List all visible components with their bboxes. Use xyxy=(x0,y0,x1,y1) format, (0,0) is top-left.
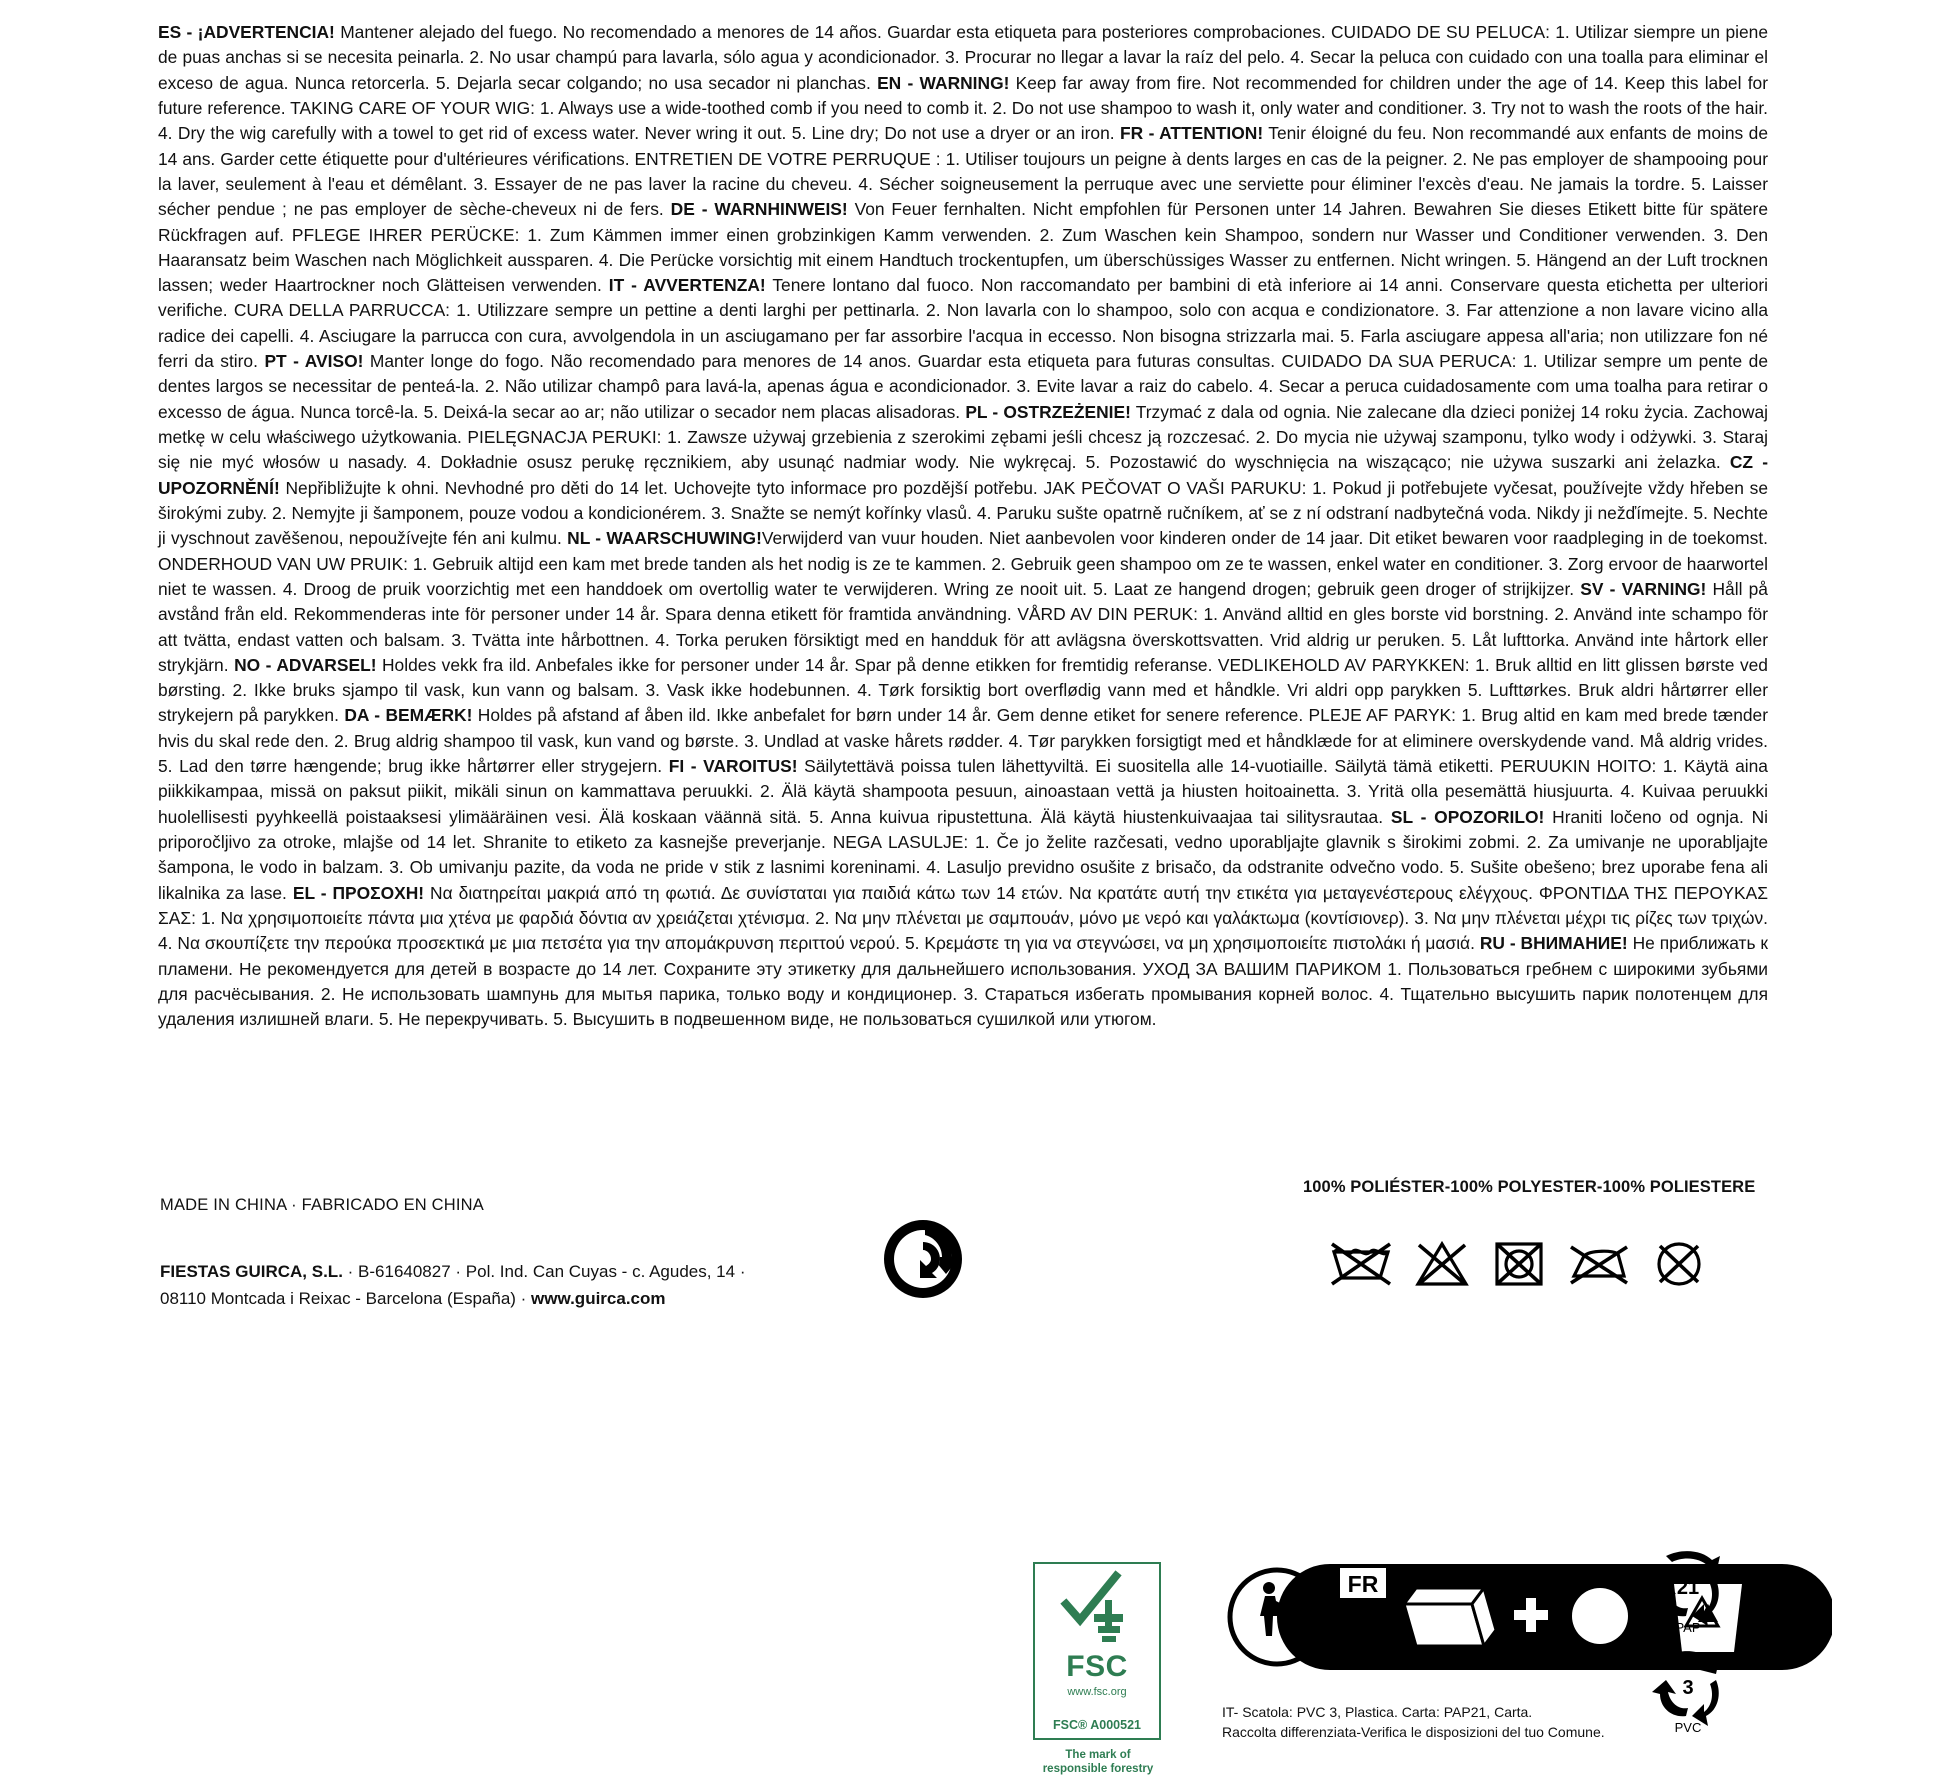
company-website: www.guirca.com xyxy=(531,1288,666,1308)
composition-text: 100% POLIÉSTER-100% POLYESTER-100% POLIESTERE xyxy=(1303,1178,1756,1196)
packaging-disposal-caption: IT- Scatola: PVC 3, Plastica. Carta: PAP21, Carta. Raccolta differenziata-Verifica le disposizioni del tuo Comune. xyxy=(1222,1704,1605,1741)
fsc-tree-checkmark-icon xyxy=(1058,1570,1136,1644)
do-not-iron-icon xyxy=(1568,1238,1630,1288)
company-name: FIESTAS GUIRCA, S.L. xyxy=(160,1262,343,1281)
resin-code-pvc3 xyxy=(1652,1651,1720,1735)
svg-text:FR: FR xyxy=(1347,1571,1379,1597)
made-in-text: MADE IN CHINA · FABRICADO EN CHINA xyxy=(160,1196,485,1214)
do-not-dry-clean-icon xyxy=(1652,1238,1706,1288)
resin-identification-codes xyxy=(1652,1546,1742,1736)
company-registration: · B-61640827 · Pol. Ind. Can Cuyas - c. Agudes, 14 · xyxy=(342,1262,746,1281)
care-symbols-row xyxy=(1330,1232,1750,1294)
svg-text:PAP: PAP xyxy=(1675,1620,1701,1635)
fsc-caption: The mark of responsible forestry xyxy=(1042,1749,1154,1776)
recycling-arrow-icon xyxy=(880,1216,966,1302)
care-instructions-text: ES - ¡ADVERTENCIA! Mantener alejado del fuego. No recomendado a menores de 14 años. Guardar esta etiqueta para posteriores comprobaciones. CUIDADO DE SU PELUCA: 1. Utilizar siempre un piene de puas anchas si se necesita peinarla. 2. No usar champú para lavarla, sólo agua y acondicionador. 3. Procurar no llegar a lavar la raíz del pelo. 4. Secar la peluca con cuidado con una toalla para eliminar el exceso de agua. Nunca retorcerla. 5. Dejarla secar colgando; no usa secador ni planchas. EN - WARNING! Keep far away from fire. Not recommended for children under the age of 14. Keep this label for future reference. TAKING CARE OF YOUR WIG: 1. Always use a wide-toothed comb if you need to comb it. 2. Do not use shampoo to wash it, only water and conditioner. 3. Try not to wash the roots of the hair. 4. Dry the wig carefully with a towel to get rid of excess water. Never wring it out. 5. Line dry; Do not use a dryer or an iron. FR - ATTENTION! Tenir éloigné du feu. Non recommandé aux enfants de moins de 14 ans. Garder cette étiquette pour d'ultérieures vérifications. ENTRETIEN DE VOTRE PERRUQUE : 1. Utiliser toujours un peigne à dents larges en cas de la peigner. 2. Ne pas employer de shampooing pour la laver, seulement à l'eau et démêlant. 3. Essayer de ne pas laver la racine du cheveu. 4. Sécher soigneusement la perruque avec une serviette pour éliminer l'excès d'eau. Ne jamais la tordre. 5. Laisser sécher pendue ; ne pas employer de sèche-cheveux ni de fers. DE - WARNHINWEIS! Von Feuer fernhalten. Nicht empfohlen für Personen unter 14 Jahren. Bewahren Sie dieses Etikett bitte für spätere Rückfragen auf. PFLEGE IHRER PERÜCKE: 1. Zum Kämmen immer einen grobzinkigen Kamm verwenden. 2. Zum Waschen kein Shampoo, sondern nur Wasser und Conditioner verwenden. 3. Den Haaransatz beim Waschen nach Möglichkeit aussparen. 4. Die Perücke vorsichtig mit einem Handtuch trockentupfen, um überschüssiges Wasser zu entfernen. Nicht wringen. 5. Hängend an der Luft trocknen lassen; weder Haartrockner noch Glätteisen verwenden. IT - AVVERTENZA! Tenere lontano dal fuoco. Non raccomandato per bambini di età inferiore ai 14 anni. Conservare questa etichetta per ulteriori verifiche. CURA DELLA PARRUCCA: 1. Utilizzare sempre un pettine a denti larghi per pettinarla. 2. Non lavarla con lo shampoo, solo con acqua e condizionatore. 3. Far attenzione a non lavare vicino alla radice dei capelli. 4. Asciugare la parrucca con cura, avvolgendola in un asciugamano per far assorbire l'acqua in eccesso. Non bisogna strizzarla mai. 5. Farla asciugare appesa all'aria; non utilizzare fon né ferri da stiro. PT - AVISO! Manter longe do fogo. Não recomendado para menores de 14 anos. Guardar esta etiqueta para futuras consultas. CUIDADO DA SUA PERUCA: 1. Utilizar sempre um pente de dentes largos se necessitar de penteá-la. 2. Não utilizar champô para lavá-la, apenas água e acondicionador. 3. Evite lavar a raiz do cabelo. 4. Secar a peruca cuidadosamente com uma toalha para retirar o excesso de água. Nunca torcê-la. 5. Deixá-la secar ao ar; não utilizar o secador nem placas alisadoras. PL - OSTRZEŻENIE! Trzymać z dala od ognia. Nie zalecane dla dzieci poniżej 14 roku życia. Zachowaj metkę w celu właściwego użytkowania. PIELĘGNACJA PERUKI: 1. Zawsze używaj grzebienia z szerokimi zębami jeśli chcesz ją rozczesać. 2. Do mycia nie używaj szamponu, tylko wody i odżywki. 3. Staraj się nie myć włosów u nasady. 4. Dokładnie osusz perukę ręcznikiem, aby usunąć nadmiar wody. Nie wykręcaj. 5. Pozostawić do wyschnięcia na wiszącąco; nie używa suszarki ani żelazka. CZ - UPOZORNĚNÍ! Nepřibližujte k ohni. Nevhodné pro děti do 14 let. Uchovejte tyto informace pro pozdější potřebu. JAK PEČOVAT O VAŠI PARUKU: 1. Pokud ji potřebujete vyčesat, používejte vždy hřeben se širokými zuby. 2. Nemyjte ji šamponem, pouze vodou a kondicionérem. 3. Snažte se nemýt kořínky vlasů. 4. Paruku sušte opatrně ručníkem, ať se z ní odstraní nadbytečná voda. Nikdy ji nežďímejte. 5. Nechte ji vyschnout zavěšenou, nepoužívejte fén ani kulmu. NL - WAARSCHUWING!Verwijderd van vuur houden. Niet aanbevolen voor kinderen onder de 14 jaar. Dit etiket bewaren voor raadpleging in de toekomst. ONDERHOUD VAN UW PRUIK: 1. Gebruik altijd een kam met brede tanden als het nodig is ze te kammen. 2. Gebruik geen shampoo om ze te wassen, enkel water en conditioner. 3. Zorg ervoor de haarwortel niet te wassen. 4. Droog de pruik voorzichtig met een handdoek om overtollig water te verwijderen. Wring ze nooit uit. 5. Laat ze hangend drogen; gebruik geen droger of strijkijzer. SV - VARNING! Håll på avstånd från eld. Rekommenderas inte för personer under 14 år. Spara denna etikett för framtida användning. VÅRD AV DIN PERUK: 1. Använd alltid en gles borste vid borstning. 2. Använd inte schampo för att tvätta, endast vatten och balsam. 3. Tvätta inte hårbottnen. 4. Torka peruken försiktigt med en handduk för att avlägsna överskottsvatten. Vrid aldrig ur peruken. 5. Låt lufttorka. Använd inte hårtork eller strykjärn. NO - ADVARSEL! Holdes vekk fra ild. Anbefales ikke for personer under 14 år. Spar på denne etikken for fremtidig referanse. VEDLIKEHOLD AV PARYKKEN: 1. Bruk alltid en litt glissen børste ved børsting. 2. Ikke bruks sjampo til vask, kun vann og balsam. 3. Vask ikke hodebunnen. 4. Tørk forsiktig bort overflødig vann med et håndkle. Vri aldri opp parykken 5. Lufttørkes. Bruk aldri hårtørrer eller strykejern på parykken. DA - BEMÆRK! Holdes på afstand af åben ild. Ikke anbefalet for børn under 14 år. Gem denne etiket for senere reference. PLEJE AF PARYK: 1. Brug altid en kam med brede tænder hvis du skal rede den. 2. Brug aldrig shampoo til vask, kun vand og børste. 3. Undlad at vaske hårets rødder. 4. Tør parykken forsigtigt med et håndklæde for at eliminere overskydende vand. Må aldrig vrides. 5. Lad den tørre hængende; brug ikke hårtørrer eller strygejern. FI - VAROITUS! Säilytettävä poissa tulen lähettyviltä. Ei suositella alle 14-vuotiaille. Säilytä tämä etiketti. PERUUKIN HOITO: 1. Käytä aina piikkikampaa, missä on paksut piikit, mikäli sinun on kammattava peruukki. 2. Älä käytä shampoota pesuun, ainoastaan vettä ja hiusten hoitoainetta. 3. Yritä olla pesemättä hiusjuurta. 4. Kuivaa peruukki huolellisesti pyyhkeellä poistaaksesi ylimääräinen vesi. Älä koskaan väännä sitä. 5. Anna kuivua ripustettuna. Älä käytä hiustenkuivaajaa tai silitysrautaa. SL - OPOZORILO! Hraniti ločeno od ognja. Ni priporočljivo za otroke, mlajše od 14 let. Shranite to etiketo za kasnejše preverjanje. NEGA LASULJE: 1. Če jo želite razčesati, vedno uporabljajte glavnik s širokimi zobmi. 2. Za umivanje ne uporabljajte šampona, le vodo in balzam. 3. Ob umivanju pazite, da voda ne pride v stik z lasnimi koreninami. 4. Lasuljo previdno osušite z brisačo, da odstranite odvečno vodo. 5. Sušite obešeno; brez uporabe fena ali likalnika za lase. EL - ΠΡΟΣΟΧΗ! Να διατηρείται μακριά από τη φωτιά. Δε συνίσταται για παιδιά κάτω των 14 ετών. Να κρατάτε αυτή την ετικέτα για μεταγενέστερους ελέγχους. ΦΡΟΝΤΙΔΑ ΤΗΣ ΠΕΡΟΥΚΑΣ ΣΑΣ: 1. Να χρησιμοποιείτε πάντα μια χτένα με φαρδιά δόντια αν χρειάζεται χτένισμα. 2. Να μην πλένεται με σαμπουάν, μόνο με νερό και γαλάκτωμα (κοντίσιονερ). 3. Να μην πλένεται μέχρι τις ρίζες των τριχών. 4. Να σκουπίζετε την περούκα προσεκτικά με μια πετσέτα για την απομάκρυνση περιττού νερού. 5. Κρεμάστε τη για να στεγνώσει, να μη χρησιμοποιείτε πιστολάκι ή μασιά. RU - ВНИМАНИЕ! Не приближать к пламени. Не рекомендуется для детей в возрасте до 14 лет. Сохраните эту этикетку для дальнейшего использования. УХОД ЗА ВАШИМ ПАРИКОМ 1. Пользоваться гребнем с широкими зубьями для расчёсывания. 2. Не использовать шампунь для мытья парика, только воду и кондиционер. 3. Стараться избегать промывания корней волос. 4. Тщательно высушить парик полотенцем для удаления излишней влаги. 5. Не перекручивать. 5. Высушить в подвешенном виде, не пользоваться сушилкой или утюгом. xyxy=(158,22,1769,1030)
svg-text:3: 3 xyxy=(1682,1677,1694,1699)
do-not-bleach-icon xyxy=(1414,1238,1470,1288)
company-info xyxy=(160,1259,745,1313)
fsc-logo xyxy=(1033,1562,1161,1740)
fsc-title: FSC xyxy=(1066,1650,1128,1683)
company-line-1 xyxy=(160,1259,745,1286)
fsc-org-url: www.fsc.org xyxy=(1067,1686,1127,1698)
resin-code-pap21 xyxy=(1652,1551,1720,1635)
do-not-tumble-dry-icon xyxy=(1492,1238,1546,1288)
do-not-wash-icon xyxy=(1330,1238,1392,1288)
fsc-code: FSC® A000521 xyxy=(1053,1718,1141,1732)
company-address: 08110 Montcada i Reixac - Barcelona (España) · xyxy=(160,1288,532,1308)
svg-text:PVC: PVC xyxy=(1674,1720,1702,1735)
company-line-2 xyxy=(160,1286,745,1313)
svg-text:21: 21 xyxy=(1676,1577,1700,1599)
